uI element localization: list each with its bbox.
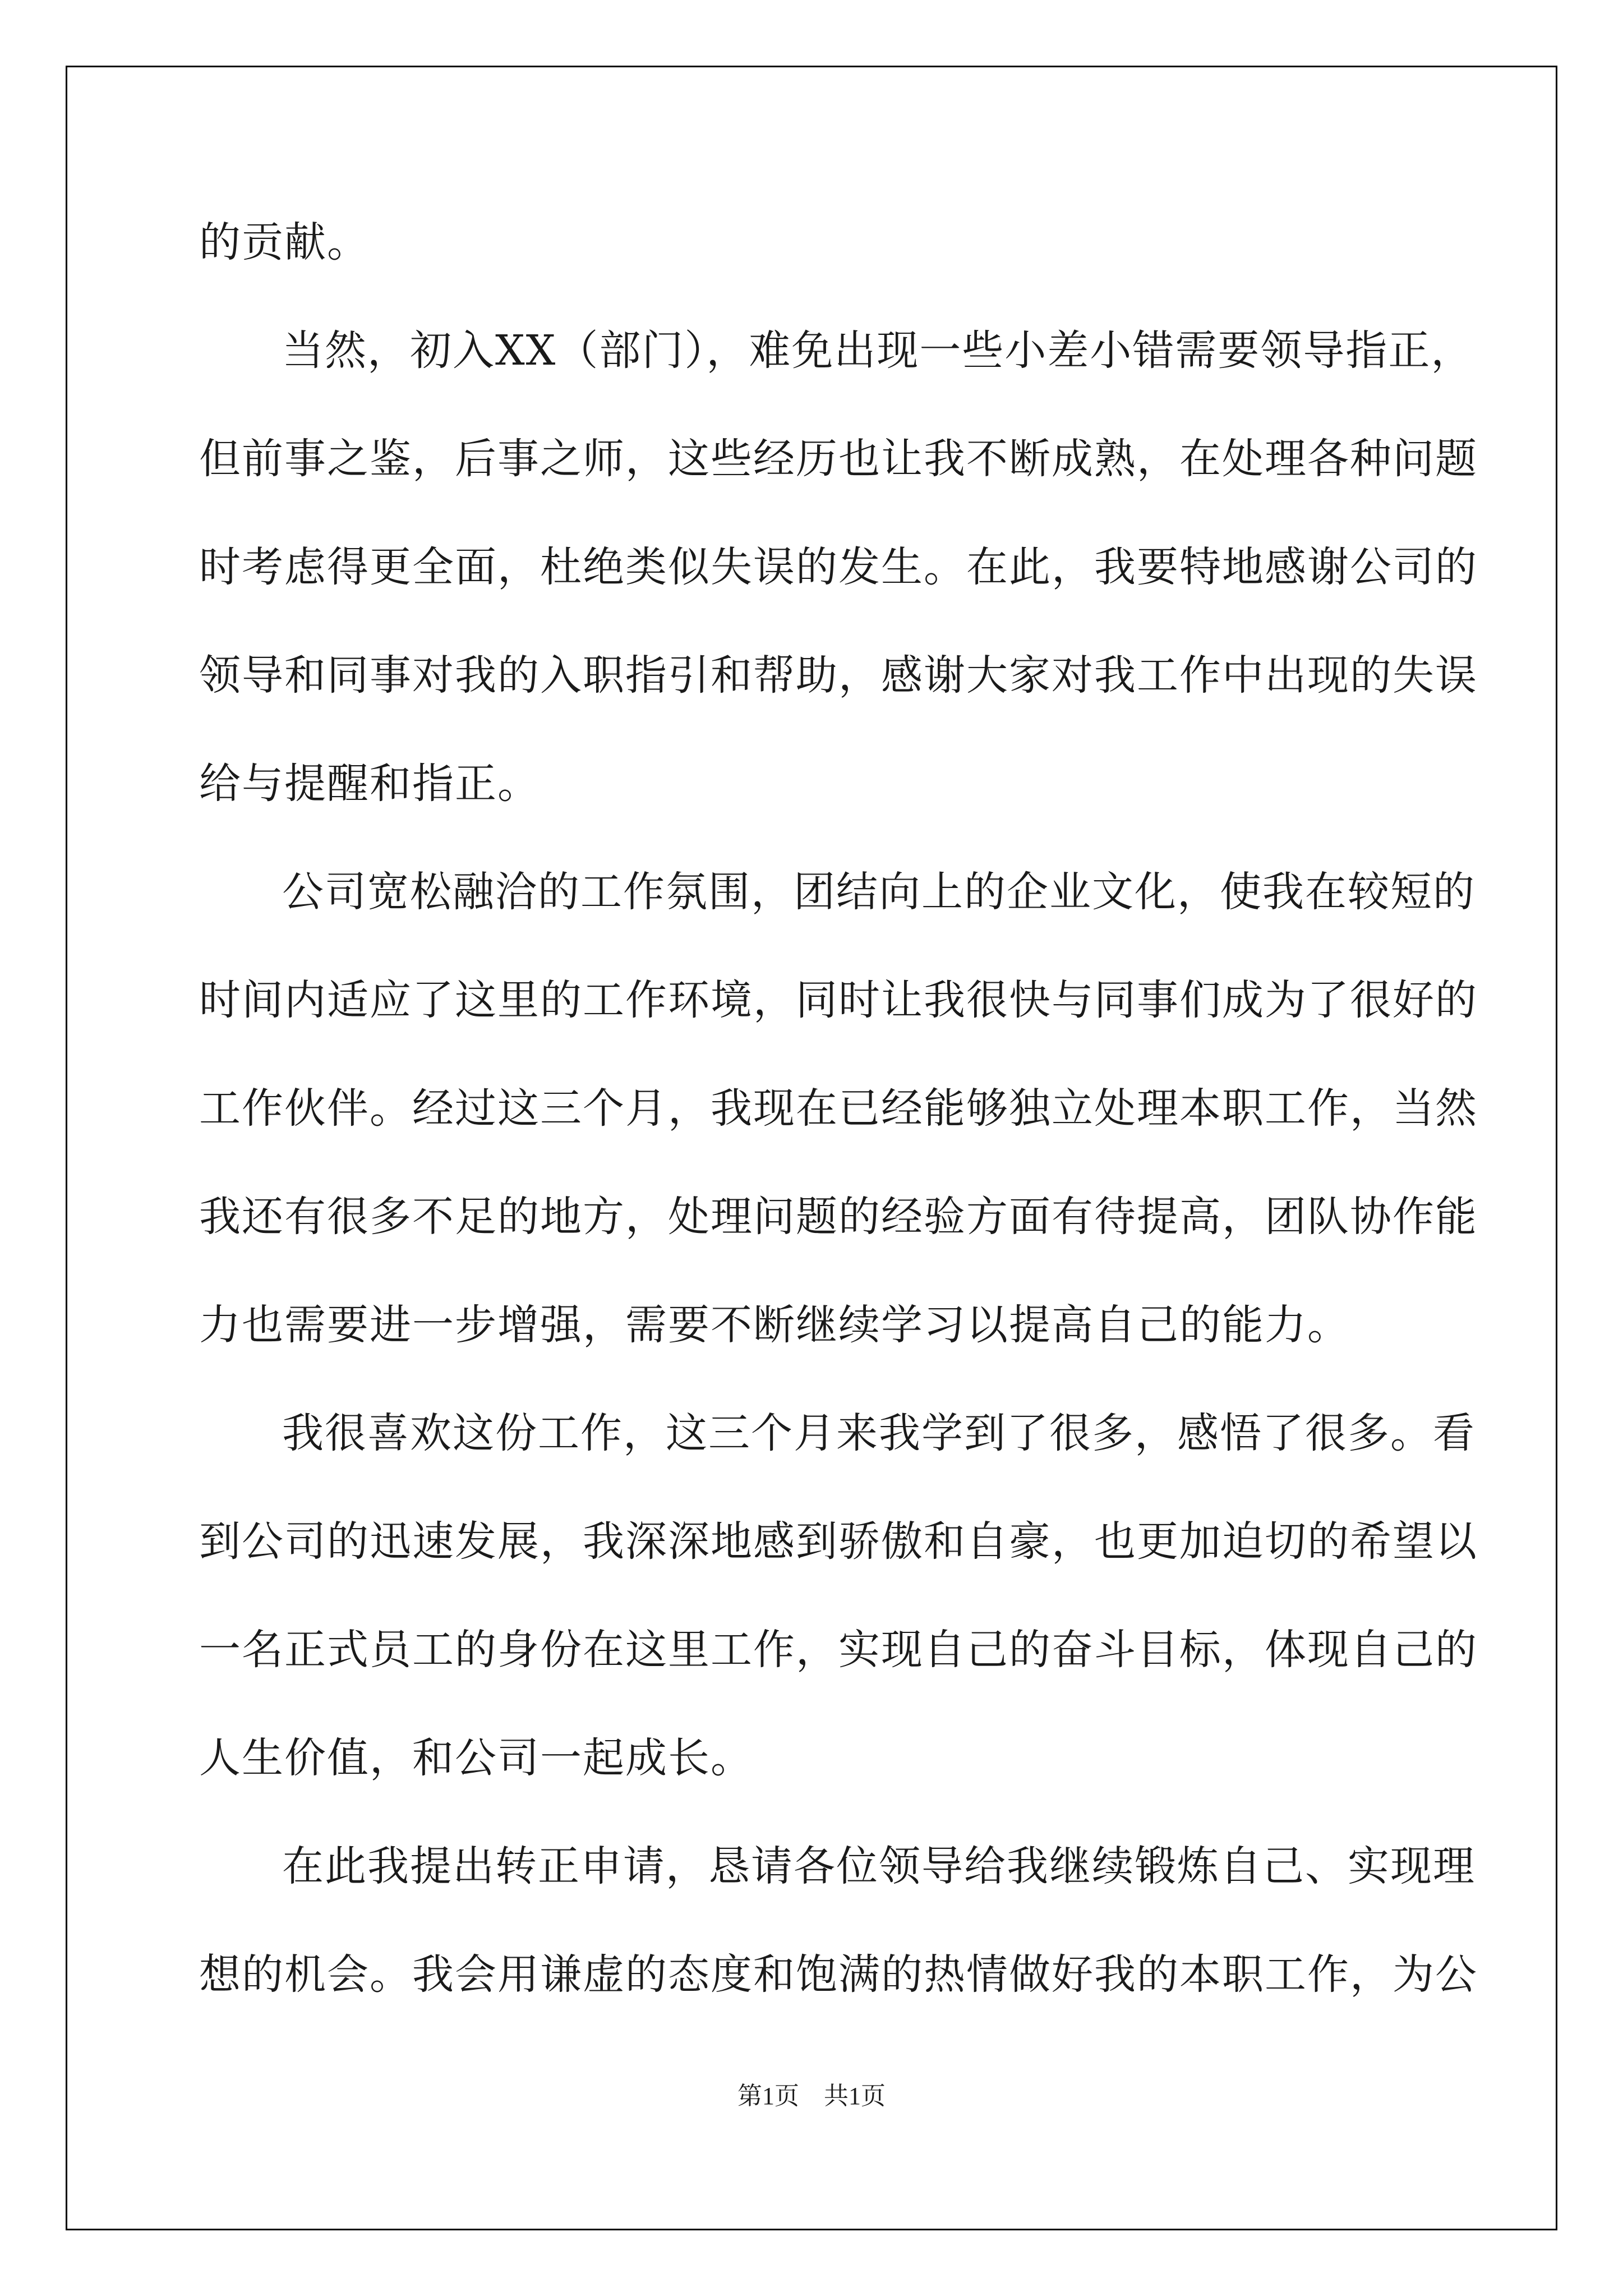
text-line: 我很喜欢这份工作，这三个月来我学到了很多，感悟了很多。看 <box>282 1409 1476 1457</box>
text-line: 人生价值，和公司一起成长。 <box>199 1734 753 1782</box>
text-line: 时考虑得更全面，杜绝类似失误的发生。在此，我要特地感谢公司的 <box>199 543 1478 591</box>
text-line: 当然，初入XX（部门），难免出现一些小差小错需要领导指正， <box>282 326 1474 375</box>
text-line: 公司宽松融洽的工作氛围，团结向上的企业文化，使我在较短的 <box>282 868 1476 916</box>
text-line: 但前事之鉴，后事之师，这些经历也让我不断成熟，在处理各种问题 <box>199 435 1478 483</box>
text-line: 力也需要进一步增强，需要不断继续学习以提高自己的能力。 <box>199 1301 1350 1349</box>
text-line: 想的机会。我会用谦虚的态度和饱满的热情做好我的本职工作，为公 <box>199 1950 1478 1999</box>
document-body <box>199 214 1478 2055</box>
page-footer: 第1页 共1页 <box>737 2082 886 2110</box>
text-line: 工作伙伴。经过这三个月，我现在已经能够独立处理本职工作，当然 <box>199 1084 1478 1133</box>
text-line: 一名正式员工的身份在这里工作，实现自己的奋斗目标，体现自己的 <box>199 1626 1478 1674</box>
text-line: 我还有很多不足的地方，处理问题的经验方面有待提高，团队协作能 <box>199 1193 1478 1241</box>
text-line: 到公司的迅速发展，我深深地感到骄傲和自豪，也更加迫切的希望以 <box>199 1517 1478 1566</box>
text-line: 时间内适应了这里的工作环境，同时让我很快与同事们成为了很好的 <box>199 976 1478 1024</box>
text-line: 领导和同事对我的入职指引和帮助，感谢大家对我工作中出现的失误 <box>199 651 1478 700</box>
text-line: 的贡献。 <box>199 218 370 266</box>
text-line: 在此我提出转正申请，恳请各位领导给我继续锻炼自己、实现理 <box>282 1842 1476 1890</box>
text-line: 给与提醒和指正。 <box>199 760 540 808</box>
